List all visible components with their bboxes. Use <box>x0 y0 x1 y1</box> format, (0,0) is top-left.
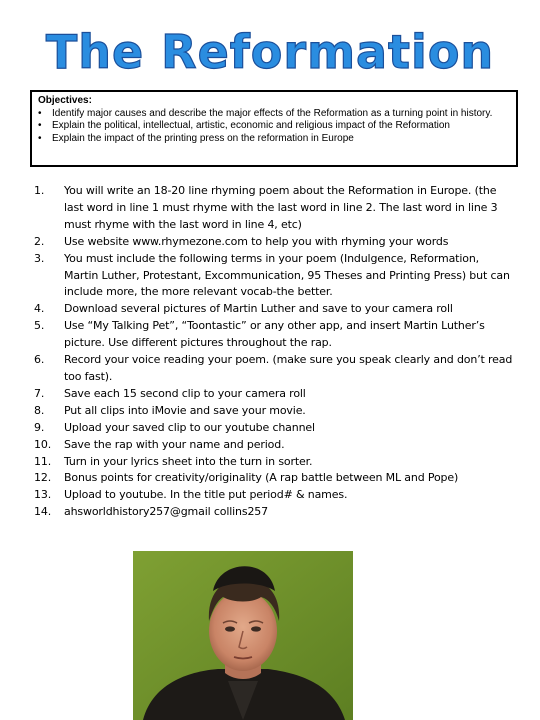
portrait-illustration <box>133 551 353 720</box>
step-number: 2. <box>34 234 45 248</box>
objectives-heading: Objectives: <box>38 95 92 106</box>
step-number: 9. <box>34 420 45 434</box>
step-text: You will write an 18-20 line rhyming poem about the Reformation in Europe. (the last word in line 1 must rhyme with the last word in line 2. The last word in line 3 must rhyme with the last word in line 4, etc) <box>64 184 498 231</box>
page-title <box>0 24 540 76</box>
step-number: 12. <box>34 471 52 485</box>
step-item <box>34 403 514 420</box>
step-number: 13. <box>34 488 52 502</box>
bullet-icon: • <box>38 107 42 119</box>
step-item <box>34 454 514 471</box>
step-item <box>34 234 514 251</box>
step-number: 11. <box>34 454 52 468</box>
step-number: 7. <box>34 386 45 400</box>
martin-luther-portrait <box>133 551 353 720</box>
step-item <box>34 251 514 302</box>
step-item <box>34 437 514 454</box>
step-number: 3. <box>34 251 45 265</box>
step-item <box>34 183 514 234</box>
step-number: 4. <box>34 302 45 316</box>
step-item <box>34 420 514 437</box>
step-text: Bonus points for creativity/originality (A rap battle between ML and Pope) <box>64 471 459 485</box>
step-text: Turn in your lyrics sheet into the turn in sorter. <box>64 454 313 468</box>
title-text: The Reformation <box>45 25 495 76</box>
bullet-icon: • <box>38 132 42 144</box>
objectives-list <box>38 108 510 146</box>
step-item <box>34 386 514 403</box>
step-item <box>34 318 514 352</box>
objective-item: • Explain the political, intellectual, artistic, economic and religious impact of the Reformation <box>38 120 450 131</box>
step-text: Use “My Talking Pet”, “Toontastic” or any other app, and insert Martin Luther’s picture. Use different pictures throughout the rap. <box>64 319 485 350</box>
step-text: Use website www.rhymezone.com to help you with rhyming your words <box>64 234 449 248</box>
step-number: 5. <box>34 319 45 333</box>
step-text: ahsworldhistory257@gmail collins257 <box>64 505 269 519</box>
step-item <box>34 487 514 504</box>
step-text: Upload your saved clip to our youtube channel <box>64 420 315 434</box>
step-item <box>34 470 514 487</box>
step-item <box>34 504 514 521</box>
step-text: Download several pictures of Martin Luther and save to your camera roll <box>64 302 453 316</box>
step-number: 14. <box>34 505 52 519</box>
step-text: Save the rap with your name and period. <box>64 437 285 451</box>
objectives-box <box>30 90 518 167</box>
objective-item: • Explain the impact of the printing press on the reformation in Europe <box>38 132 354 144</box>
instruction-steps <box>34 183 514 521</box>
step-item <box>34 301 514 318</box>
step-text: You must include the following terms in your poem (Indulgence, Reformation, Martin Luther, Protestant, Excommunication, 95 Theses and Printing Press) but can include more, the more relevant vocab-the better. <box>64 251 510 299</box>
objective-item: • Identify major causes and describe the major effects of the Reformation as a turning point in history. <box>38 107 493 119</box>
step-text: Put all clips into iMovie and save your movie. <box>64 403 306 417</box>
step-number: 8. <box>34 403 45 417</box>
step-text: Upload to youtube. In the title put period# & names. <box>64 488 348 502</box>
step-number: 1. <box>34 184 45 197</box>
step-number: 6. <box>34 353 45 367</box>
step-text: Record your voice reading your poem. (make sure you speak clearly and don’t read too fast). <box>64 353 513 383</box>
step-item <box>34 352 514 386</box>
step-text: Save each 15 second clip to your camera roll <box>64 386 306 400</box>
bullet-icon: • <box>38 120 42 131</box>
step-number: 10. <box>34 437 52 451</box>
